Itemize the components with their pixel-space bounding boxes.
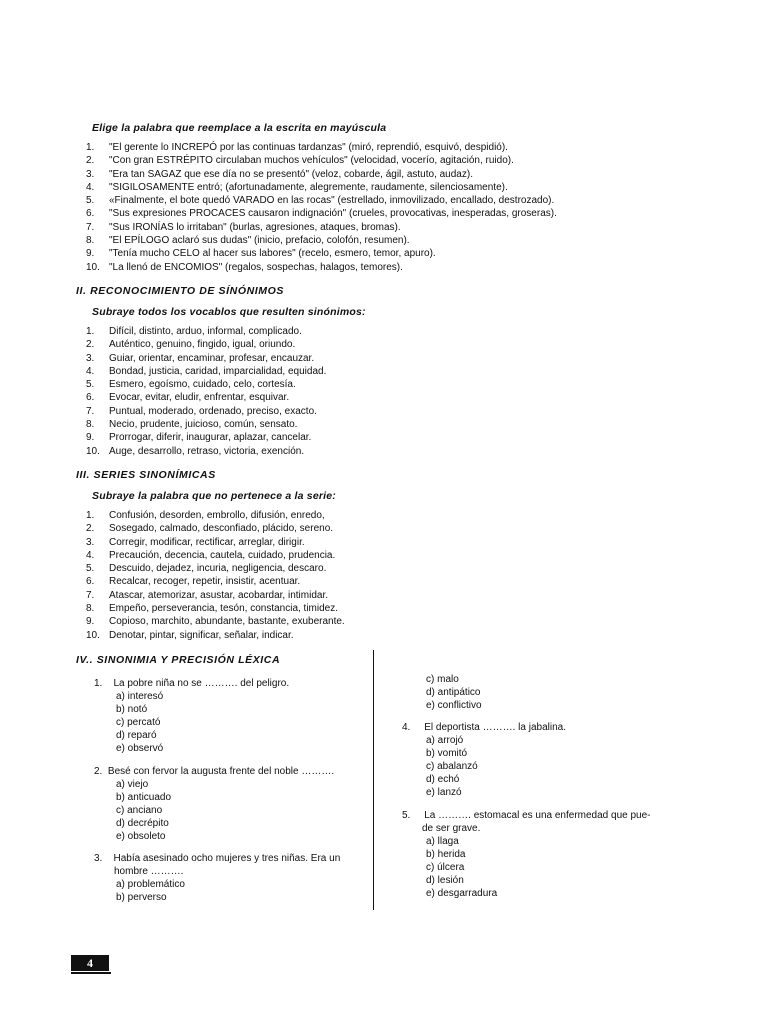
list-item	[86, 405, 326, 418]
list-item	[86, 445, 326, 458]
question-1	[94, 677, 289, 755]
section1-list	[86, 141, 557, 274]
item-text: Corregir, modificar, rectificar, arreglar, dirigir.	[109, 536, 305, 548]
item-number: 7.	[86, 221, 95, 233]
option: c) percató	[116, 717, 161, 728]
question-stem: La ………. estomacal es una enfermedad que pue-	[424, 810, 651, 821]
option: a) arrojó	[426, 735, 464, 746]
option: c) anciano	[116, 805, 163, 816]
list-item	[86, 522, 345, 535]
list-item	[86, 181, 557, 194]
item-number: 3.	[86, 536, 95, 548]
option: b) anticuado	[116, 792, 172, 803]
question-number: 5.	[402, 810, 411, 821]
list-item	[86, 509, 345, 522]
item-text: Confusión, desorden, embrollo, difusión, enredo,	[109, 510, 325, 521]
item-number: 4.	[86, 181, 95, 193]
question-stem-cont: hombre ……….	[114, 866, 184, 877]
section3-list	[86, 509, 345, 642]
option: b) notó	[116, 704, 148, 715]
item-number: 2.	[86, 523, 95, 535]
list-item	[86, 352, 326, 365]
list-item	[86, 602, 345, 615]
item-number: 2.	[86, 155, 95, 167]
item-text: Precaución, decencia, cautela, cuidado, prudencia.	[109, 549, 336, 561]
option: e) desgarradura	[426, 888, 498, 899]
item-text: Denotar, pintar, significar, señalar, indicar.	[109, 629, 294, 641]
page-number-underline	[71, 972, 111, 974]
item-text: "El gerente lo INCREPÓ por las continuas tardanzas" (miró, reprendió, esquivó, despidió).	[109, 142, 508, 153]
item-number: 7.	[86, 589, 95, 601]
item-text: Atascar, atemorizar, asustar, acobardar, intimidar.	[109, 589, 328, 601]
list-item	[86, 562, 345, 575]
item-text: "Tenía mucho CELO al hacer sus labores" (recelo, esmero, temor, apuro).	[109, 248, 436, 260]
list-item	[86, 391, 326, 404]
item-text: "Con gran ESTRÉPITO circulaban muchos vehículos" (velocidad, vocerío, agitación, ruido).	[109, 155, 514, 167]
option: d) lesión	[426, 875, 464, 886]
list-item	[86, 549, 345, 562]
item-number: 1.	[86, 326, 95, 337]
list-item	[86, 536, 345, 549]
list-item	[86, 168, 557, 181]
list-item	[86, 338, 326, 351]
item-number: 3.	[86, 352, 95, 364]
item-text: Prorrogar, diferir, inaugurar, aplazar, cancelar.	[109, 432, 312, 444]
item-number: 6.	[86, 576, 95, 588]
item-text: Sosegado, calmado, desconfiado, plácido, sereno.	[109, 523, 334, 535]
question-3-continued	[416, 673, 482, 712]
item-text: Necio, prudente, juicioso, común, sensato.	[109, 419, 298, 431]
section1-instruction: Elige la palabra que reemplace a la escrita en mayúscula	[92, 122, 387, 134]
item-number: 9.	[86, 432, 95, 444]
list-item	[86, 207, 557, 220]
question-5	[402, 809, 651, 900]
option: e) observó	[116, 743, 164, 754]
option: d) decrépito	[116, 818, 169, 829]
list-item	[86, 221, 557, 234]
question-2	[94, 765, 334, 843]
list-item	[86, 615, 345, 628]
list-item	[86, 247, 557, 260]
item-number: 4.	[86, 365, 95, 377]
list-item	[86, 234, 557, 247]
list-item	[86, 141, 557, 154]
item-text: Evocar, evitar, eludir, enfrentar, esquivar.	[109, 392, 290, 404]
option: a) viejo	[116, 779, 149, 790]
item-number: 1.	[86, 510, 95, 521]
question-number: 4.	[402, 722, 411, 733]
item-text: Auténtico, genuino, fingido, igual, oriundo.	[109, 339, 296, 351]
section4-heading: IV.. SINONIMIA Y PRECISIÓN LÉXICA	[76, 654, 281, 666]
item-number: 5.	[86, 379, 95, 391]
item-number: 6.	[86, 208, 95, 220]
list-item	[86, 575, 345, 588]
item-number: 2.	[86, 339, 95, 351]
list-item	[86, 418, 326, 431]
column-divider	[373, 650, 374, 910]
item-number: 7.	[86, 405, 95, 417]
item-text: "Era tan SAGAZ que ese día no se presentó" (veloz, cobarde, ágil, astuto, audaz).	[109, 168, 473, 180]
option: a) interesó	[116, 691, 164, 702]
item-number: 10.	[86, 261, 100, 273]
item-number: 9.	[86, 248, 95, 260]
option: d) reparó	[116, 730, 157, 741]
item-text: Auge, desarrollo, retraso, victoria, exención.	[109, 445, 305, 457]
question-stem: El deportista ………. la jabalina.	[424, 722, 566, 733]
option: b) herida	[426, 849, 466, 860]
item-text: "Sus expresiones PROCACES causaron indignación" (crueles, provocativas, inesperadas, groseras).	[109, 208, 557, 220]
section2-heading: II. RECONOCIMIENTO DE SÍNÓNIMOS	[76, 285, 285, 297]
item-number: 5.	[86, 563, 95, 575]
option: e) conflictivo	[426, 700, 482, 711]
item-text: Recalcar, recoger, repetir, insistir, acentuar.	[109, 576, 301, 588]
option: d) echó	[426, 774, 460, 785]
list-item	[86, 325, 326, 338]
item-text: "Sus IRONÍAS lo irritaban" (burlas, agresiones, ataques, bromas).	[109, 221, 401, 233]
question-4	[402, 721, 566, 799]
item-text: Copioso, marchito, abundante, bastante, exuberante.	[109, 616, 345, 628]
list-item	[86, 431, 326, 444]
question-number: 1.	[94, 678, 103, 689]
question-stem-cont: de ser grave.	[422, 823, 481, 834]
option: b) perverso	[116, 892, 167, 903]
list-item	[86, 629, 345, 642]
option: a) llaga	[426, 836, 459, 847]
option: b) vomitó	[426, 748, 468, 759]
item-number: 3.	[86, 168, 95, 180]
item-text: «Finalmente, el bote quedó VARADO en las rocas" (estrellado, inmovilizado, encallado, destrozado).	[109, 195, 555, 207]
question-number: 2.	[94, 766, 103, 777]
option: c) malo	[426, 674, 459, 685]
item-number: 5.	[86, 195, 95, 207]
option: d) antipático	[426, 687, 481, 698]
option: e) lanzó	[426, 787, 462, 798]
question-number: 3.	[94, 853, 103, 864]
section3-instruction: Subraye la palabra que no pertenece a la serie:	[92, 490, 336, 502]
item-number: 10.	[86, 445, 100, 457]
item-text: "El EPÍLOGO aclaró sus dudas" (inicio, prefacio, colofón, resumen).	[109, 235, 410, 247]
item-text: Esmero, egoísmo, cuidado, celo, cortesía.	[109, 379, 296, 391]
item-text: Descuido, dejadez, incuria, negligencia, descaro.	[109, 563, 327, 575]
list-item	[86, 261, 557, 274]
item-text: Bondad, justicia, caridad, imparcialidad, equidad.	[109, 365, 327, 377]
list-item	[86, 365, 326, 378]
item-text: "SIGILOSAMENTE entró; (afortunadamente, alegremente, raudamente, silenciosamente).	[109, 181, 508, 193]
option: a) problemático	[116, 879, 185, 890]
list-item	[86, 154, 557, 167]
item-number: 6.	[86, 392, 95, 404]
question-stem: Había asesinado ocho mujeres y tres niñas. Era un	[113, 853, 341, 864]
list-item	[86, 194, 557, 207]
section2-list	[86, 325, 326, 458]
item-text: Puntual, moderado, ordenado, preciso, exacto.	[109, 405, 317, 417]
item-text: Difícil, distinto, arduo, informal, complicado.	[109, 326, 302, 337]
question-stem: La pobre niña no se ………. del peligro.	[113, 678, 290, 689]
option: e) obsoleto	[116, 831, 166, 842]
list-item	[86, 378, 326, 391]
question-stem: Besé con fervor la augusta frente del noble ……….	[107, 766, 335, 777]
page-number: 4	[71, 955, 109, 971]
item-number: 8.	[86, 235, 95, 247]
section3-heading: III. SERIES SINONÍMICAS	[76, 469, 216, 481]
item-number: 8.	[86, 603, 95, 615]
question-3	[94, 852, 340, 904]
section2-instruction: Subraye todos los vocablos que resulten sinónimos:	[92, 306, 366, 318]
item-text: "La llenó de ENCOMIOS" (regalos, sospechas, halagos, temores).	[109, 261, 403, 273]
item-number: 4.	[86, 549, 95, 561]
item-number: 9.	[86, 616, 95, 628]
item-text: Empeño, perseverancia, tesón, constancia, timidez.	[109, 603, 339, 615]
item-number: 10.	[86, 629, 100, 641]
option: c) abalanzó	[426, 761, 478, 772]
option: c) úlcera	[426, 862, 465, 873]
list-item	[86, 589, 345, 602]
item-number: 8.	[86, 419, 95, 431]
item-number: 1.	[86, 142, 95, 153]
item-text: Guiar, orientar, encaminar, profesar, encauzar.	[109, 352, 315, 364]
